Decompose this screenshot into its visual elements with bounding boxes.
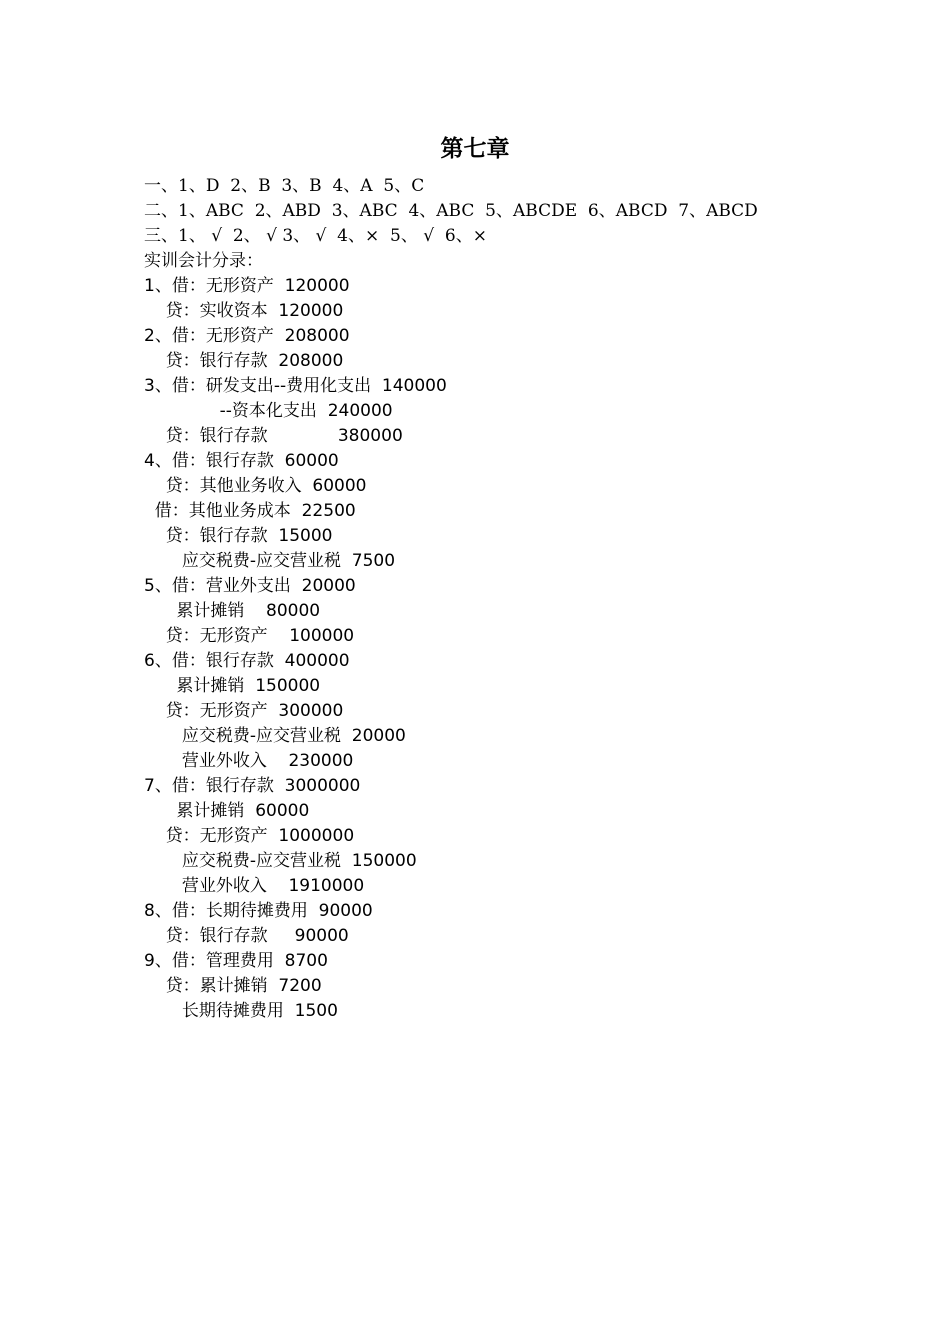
entry-line: 2、借：无形资产 208000 [144, 326, 350, 346]
entry-line: 贷：累计摊销 7200 [144, 976, 322, 996]
entry-line: 应交税费-应交营业税 7500 [144, 551, 396, 571]
entry-line: 3、借：研发支出--费用化支出 140000 [144, 376, 447, 396]
entry-line: 4、借：银行存款 60000 [144, 451, 339, 471]
entry-line: 贷：银行存款 380000 [144, 426, 403, 446]
entry-line: 贷：无形资产 300000 [144, 701, 344, 721]
answers-section-1: 一、1、D 2、B 3、B 4、A 5、C [144, 176, 425, 196]
entry-line: 贷：无形资产 100000 [144, 626, 355, 646]
entry-line: 6、借：银行存款 400000 [144, 651, 350, 671]
entry-line: 累计摊销 150000 [144, 676, 321, 696]
entry-line: --资本化支出 240000 [144, 401, 393, 421]
entry-line: 应交税费-应交营业税 20000 [144, 726, 406, 746]
entry-line: 营业外收入 230000 [144, 751, 354, 771]
entry-line: 7、借：银行存款 3000000 [144, 776, 361, 796]
answers-section-2: 二、1、ABC 2、ABD 3、ABC 4、ABC 5、ABCDE 6、ABCD 7、ABCD [144, 201, 758, 221]
entry-line: 贷：银行存款 208000 [144, 351, 344, 371]
entry-line: 5、借：营业外支出 20000 [144, 576, 356, 596]
entry-line: 累计摊销 80000 [144, 601, 321, 621]
entry-line: 贷：银行存款 90000 [144, 926, 349, 946]
entry-line: 8、借：长期待摊费用 90000 [144, 901, 373, 921]
entry-line: 贷：其他业务收入 60000 [144, 476, 367, 496]
entry-line: 1、借：无形资产 120000 [144, 276, 350, 296]
section-heading: 实训会计分录： [144, 251, 263, 271]
entry-line: 贷：银行存款 15000 [144, 526, 333, 546]
entry-line: 长期待摊费用 1500 [144, 1001, 338, 1021]
entry-line: 累计摊销 60000 [144, 801, 310, 821]
entry-line: 贷：无形资产 1000000 [144, 826, 355, 846]
entry-line: 应交税费-应交营业税 150000 [144, 851, 417, 871]
entry-line: 营业外收入 1910000 [144, 876, 365, 896]
answers-section-3: 三、1、 √ 2、 √ 3、 √ 4、× 5、 √ 6、× [144, 226, 487, 246]
entry-line: 借：其他业务成本 22500 [144, 501, 356, 521]
entry-line: 9、借：管理费用 8700 [144, 951, 328, 971]
entry-line: 贷：实收资本 120000 [144, 301, 344, 321]
page-title: 第七章 [440, 136, 510, 162]
